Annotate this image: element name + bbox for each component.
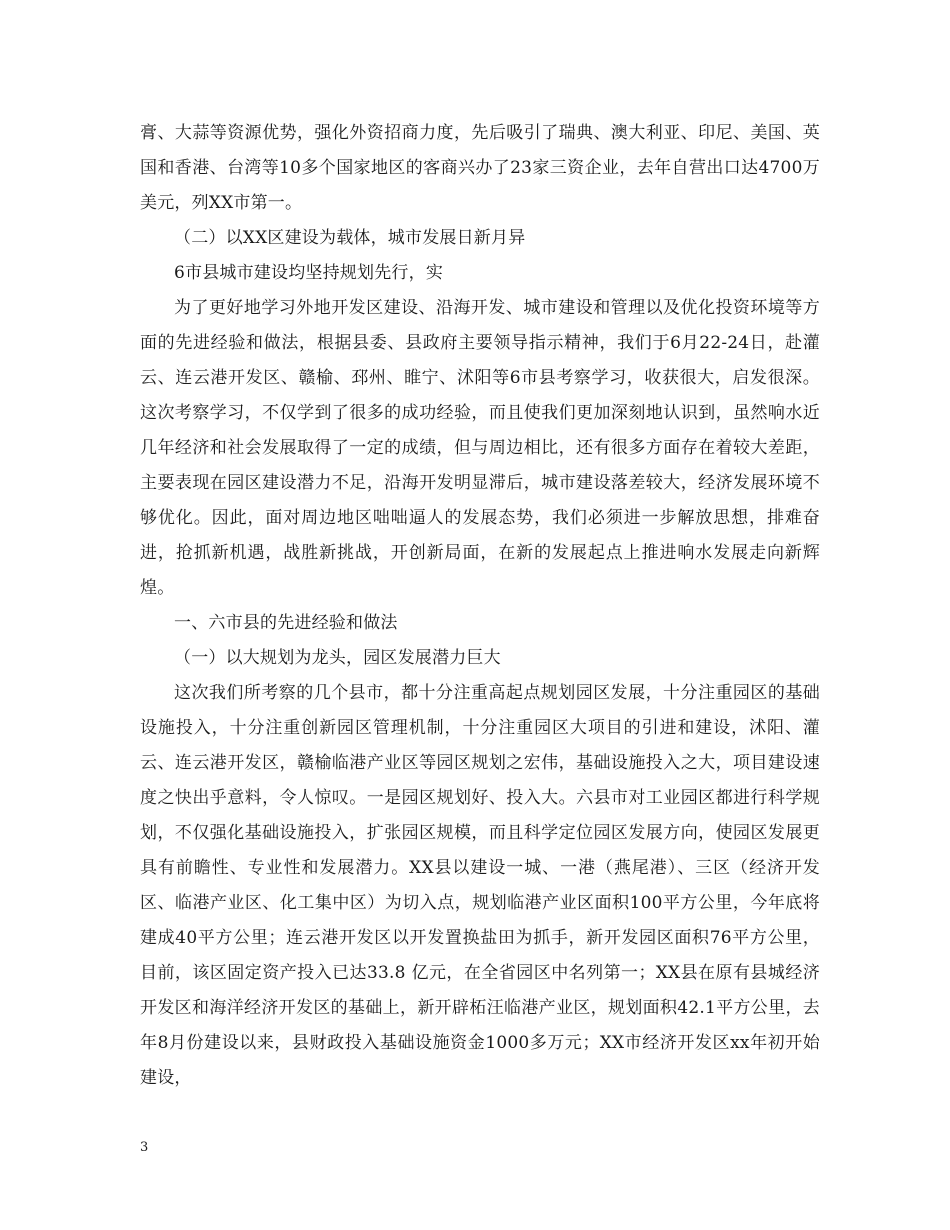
section-heading-planning: （一）以大规划为龙头，园区发展潜力巨大 — [174, 648, 501, 668]
document-body — [140, 116, 820, 1096]
paragraph-fragment: 6市县城市建设均坚持规划先行，实 — [174, 263, 444, 283]
page-number: 3 — [140, 1140, 149, 1155]
section-heading-urban-development: （二）以XX区建设为载体，城市发展日新月异 — [174, 228, 526, 248]
paragraph-park-planning: 这次我们所考察的几个县市，都十分注重高起点规划园区发展，十分注重园区的基础设施投入，十分注重创新园区管理机制，十分注重园区大项目的引进和建设，沭阳、灌云、连云港开发区，赣榆临港产业区等园区规划之宏伟，基础设施投入之大，项目建设速度之快出乎意料，令人惊叹。一是园区规划好、投入大。六县市对工业园区都进行科学规划，不仅强化基础设施投入，扩张园区规模，而且科学定位园区发展方向，使园区发展更具有前瞻性、专业性和发展潜力。XX县以建设一城、一港（燕尾港）、三区（经济开发区、临港产业区、化工集中区）为切入点，规划临港产业区面积100平方公里，今年底将建成40平方公里；连云港开发区以开发置换盐田为抓手，新开发园区面积76平方公里，目前，该区固定资产投入已达33.8 亿元，在全省园区中名列第一；XX县在原有县城经济开发区和海洋经济开发区的基础上，新开辟柘汪临港产业区，规划面积42.1平方公里，去年8月份建设以来，县财政投入基础设施资金1000多万元；XX市经济开发区xx年初开始建设， — [140, 683, 820, 1088]
section-heading-experience: 一、六市县的先进经验和做法 — [174, 613, 398, 633]
paragraph-continuation: 膏、大蒜等资源优势，强化外资招商力度，先后吸引了瑞典、澳大利亚、印尼、美国、英国和香港、台湾等10多个国家地区的客商兴办了23家三资企业，去年自营出口达4700万美元，列XX市第一。 — [140, 123, 820, 213]
paragraph-introduction: 为了更好地学习外地开发区建设、沿海开发、城市建设和管理以及优化投资环境等方面的先进经验和做法，根据县委、县政府主要领导指示精神，我们于6月22-24日，赴灌云、连云港开发区、赣榆、邳州、睢宁、沭阳等6市县考察学习，收获很大，启发很深。这次考察学习，不仅学到了很多的成功经验，而且使我们更加深刻地认识到，虽然响水近几年经济和社会发展取得了一定的成绩，但与周边相比，还有很多方面存在着较大差距，主要表现在园区建设潜力不足，沿海开发明显滞后，城市建设落差较大，经济发展环境不够优化。因此，面对周边地区咄咄逼人的发展态势，我们必须进一步解放思想，排难奋进，抢抓新机遇，战胜新挑战，开创新局面，在新的发展起点上推进响水发展走向新辉煌。 — [140, 298, 820, 598]
